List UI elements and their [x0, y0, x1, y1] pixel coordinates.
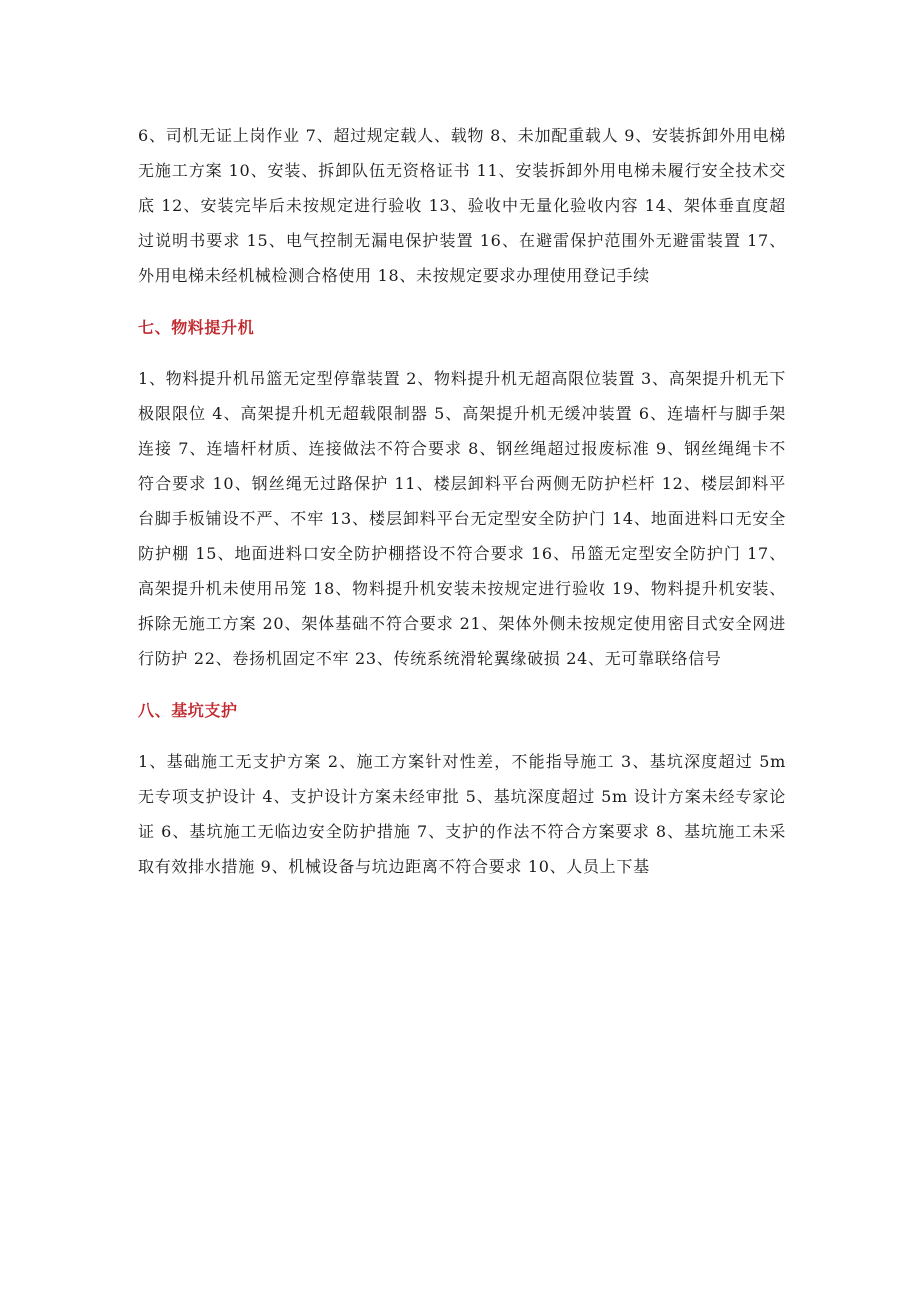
document-page [138, 118, 786, 884]
spacer [138, 345, 786, 361]
paragraph-material-hoist-items: 1、物料提升机吊篮无定型停靠装置 2、物料提升机无超高限位装置 3、高架提升机无下极限限位 4、高架提升机无超载限制器 5、高架提升机无缓冲装置 6、连墙杆与脚手架连接 7、连墙杆材质、连接做法不符合要求 8、钢丝绳超过报废标准 9、钢丝绳绳卡不符合要求 10、钢丝绳无过路保护 11、楼层卸料平台两侧无防护栏杆 12、楼层卸料平台脚手板铺设不严、不牢 13、楼层卸料平台无定型安全防护门 14、地面进料口无安全防护棚 15、地面进料口安全防护棚搭设不符合要求 16、吊篮无定型安全防护门 17、高架提升机未使用吊笼 18、物料提升机安装未按规定进行验收 19、物料提升机安装、拆除无施工方案 20、架体基础不符合要求 21、架体外侧未按规定使用密目式安全网进行防护 22、卷扬机固定不牢 23、传统系统滑轮翼缘破损 24、无可靠联络信号 [138, 369, 786, 668]
spacer [138, 293, 786, 310]
heading-foundation-pit-support: 八、基坑支护 [138, 701, 238, 720]
spacer [138, 676, 786, 693]
paragraph-elevator-items: 6、司机无证上岗作业 7、超过规定载人、载物 8、未加配重载人 9、安装拆卸外用电梯无施工方案 10、安装、拆卸队伍无资格证书 11、安装拆卸外用电梯未履行安全技术交底 12、安装完毕后未按规定进行验收 13、验收中无量化验收内容 14、架体垂直度超过说明书要求 15、电气控制无漏电保护装置 16、在避雷保护范围外无避雷装置 17、外用电梯未经机械检测合格使用 18、未按规定要求办理使用登记手续 [138, 126, 786, 285]
paragraph-foundation-pit-items: 1、基础施工无支护方案 2、施工方案针对性差，不能指导施工 3、基坑深度超过 5m 无专项支护设计 4、支护设计方案未经审批 5、基坑深度超过 5m 设计方案未经专家论证 6、基坑施工无临边安全防护措施 7、支护的作法不符合方案要求 8、基坑施工未采取有效排水措施 9、机械设备与坑边距离不符合要求 10、人员上下基 [138, 752, 786, 876]
heading-material-hoist: 七、物料提升机 [138, 318, 255, 337]
spacer [138, 728, 786, 744]
